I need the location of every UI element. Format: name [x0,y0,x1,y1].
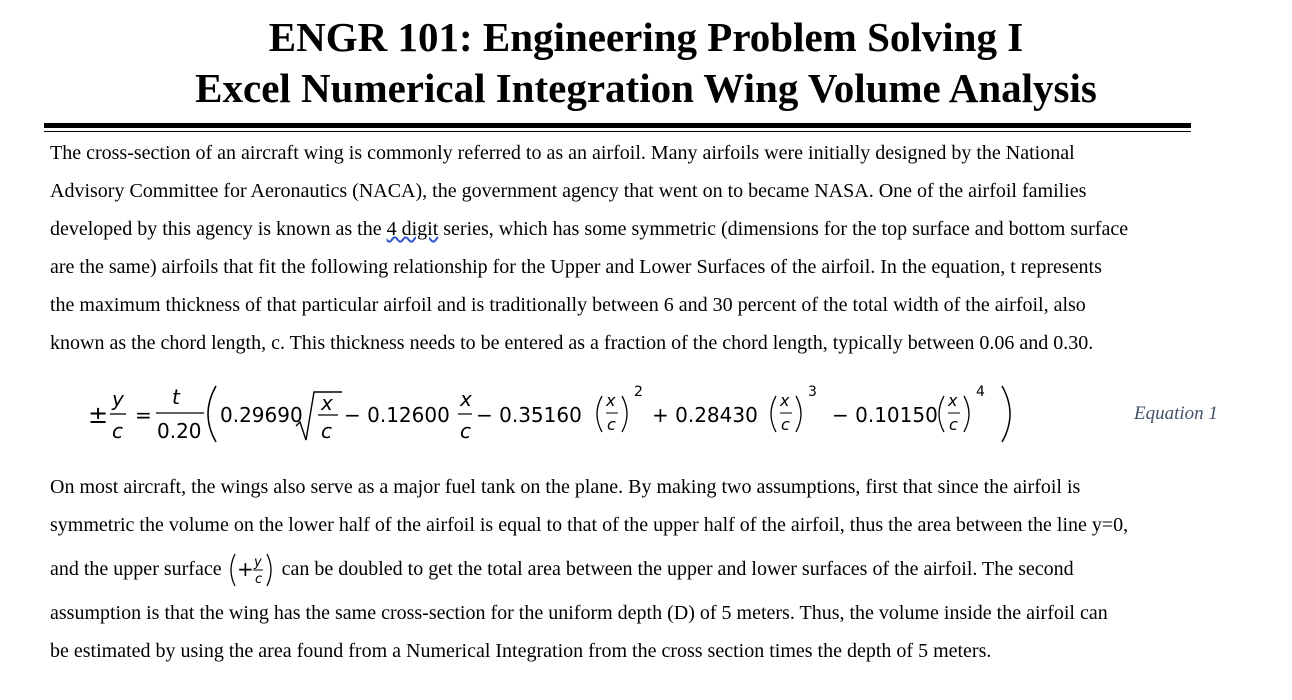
inline-math-plus-y-over-c [227,550,277,590]
text-line: On most aircraft, the wings also serve as a major fuel tank on the plane. By making two assumptions, first that since the airfoil is [50,476,1081,498]
text-line: the maximum thickness of that particular airfoil and is traditionally between 6 and 30 percent of the total width of the airfoil, also [50,294,1086,316]
term-3: − 0.35160 [476,403,582,427]
text-span: series, which has some symmetric (dimensions for the top surface and bottom surface [438,218,1129,240]
frac-c: c [949,415,958,434]
frac-x: x [460,387,472,411]
exponent-2: 2 [634,384,643,400]
text-line: The cross-section of an aircraft wing is commonly referred to as an airfoil. Many airfoils were initially designed by the National [50,142,1075,164]
text-span: and the upper surface [50,558,227,580]
exponent-3: 3 [808,384,817,400]
frac-c: c [254,572,262,588]
coefficient-1: 0.29690 [220,403,303,427]
frac-c: c [460,419,471,443]
text-line: are the same) airfoils that fit the following relationship for the Upper and Lower Surfaces of the airfoil. In the equation, t represents [50,256,1102,278]
close-paren [267,554,271,586]
frac-t: t [172,385,180,409]
text-line: symmetric the volume on the lower half of the airfoil is equal to that of the upper half of the airfoil, thus the area between the line y=0, [50,514,1129,536]
close-paren [964,396,969,432]
open-paren [231,554,235,586]
frac-y: y [112,387,124,411]
document-subtitle: Excel Numerical Integration Wing Volume Analysis [195,65,1097,111]
sqrt-symbol [296,392,342,440]
frac-x: x [948,391,958,410]
equation-label: Equation 1 [1134,403,1218,424]
text-line [50,210,1128,248]
close-paren [622,396,627,432]
open-paren [597,396,602,432]
frac-y: y [253,555,262,571]
sqrt-x: x [321,391,333,415]
equation-svg [80,378,1040,450]
plus-sign: + [236,557,254,582]
text-line: assumption is that the wing has the same cross-section for the uniform depth (D) of 5 meters. Thus, the volume inside the airfoil can [50,602,1108,624]
text-line: Advisory Committee for Aeronautics (NACA), the government agency that went on to became NASA. One of the airfoil families [50,180,1087,202]
grammar-flag[interactable]: 4 digit [386,218,439,240]
text-line: known as the chord length, c. This thickness needs to be entered as a fraction of the chord length, typically between 0.06 and 0.30. [50,332,1094,354]
sqrt-c: c [321,419,332,443]
header-rule-thin [44,131,1191,132]
document-title: ENGR 101: Engineering Problem Solving I [268,14,1024,60]
frac-c: c [112,419,123,443]
plus-minus-sign: ± [88,401,109,429]
text-line: be estimated by using the area found from a Numerical Integration from the cross section times the depth of 5 meters. [50,640,992,662]
open-paren [939,396,944,432]
frac-x: x [606,391,616,410]
equals-sign: = [135,403,152,427]
text-span: developed by this agency is known as the [50,218,387,240]
open-paren [208,386,216,442]
frac-c: c [781,415,790,434]
close-paren [796,396,801,432]
frac-denominator: 0.20 [157,419,202,443]
equation-block [0,378,1292,450]
intro-paragraph [50,134,1128,362]
term-5: − 0.10150 [832,403,938,427]
frac-c: c [607,415,616,434]
frac-x: x [780,391,790,410]
assumptions-paragraph [50,468,1128,670]
text-span: can be doubled to get the total area between the upper and lower surfaces of the airfoil. The second [276,558,1074,580]
header-rule-thick [44,123,1191,128]
close-paren [1002,386,1010,442]
open-paren [771,396,776,432]
term-4: + 0.28430 [652,403,758,427]
exponent-4: 4 [976,384,985,400]
term-2: − 0.12600 [344,403,450,427]
text-line [50,544,1128,594]
